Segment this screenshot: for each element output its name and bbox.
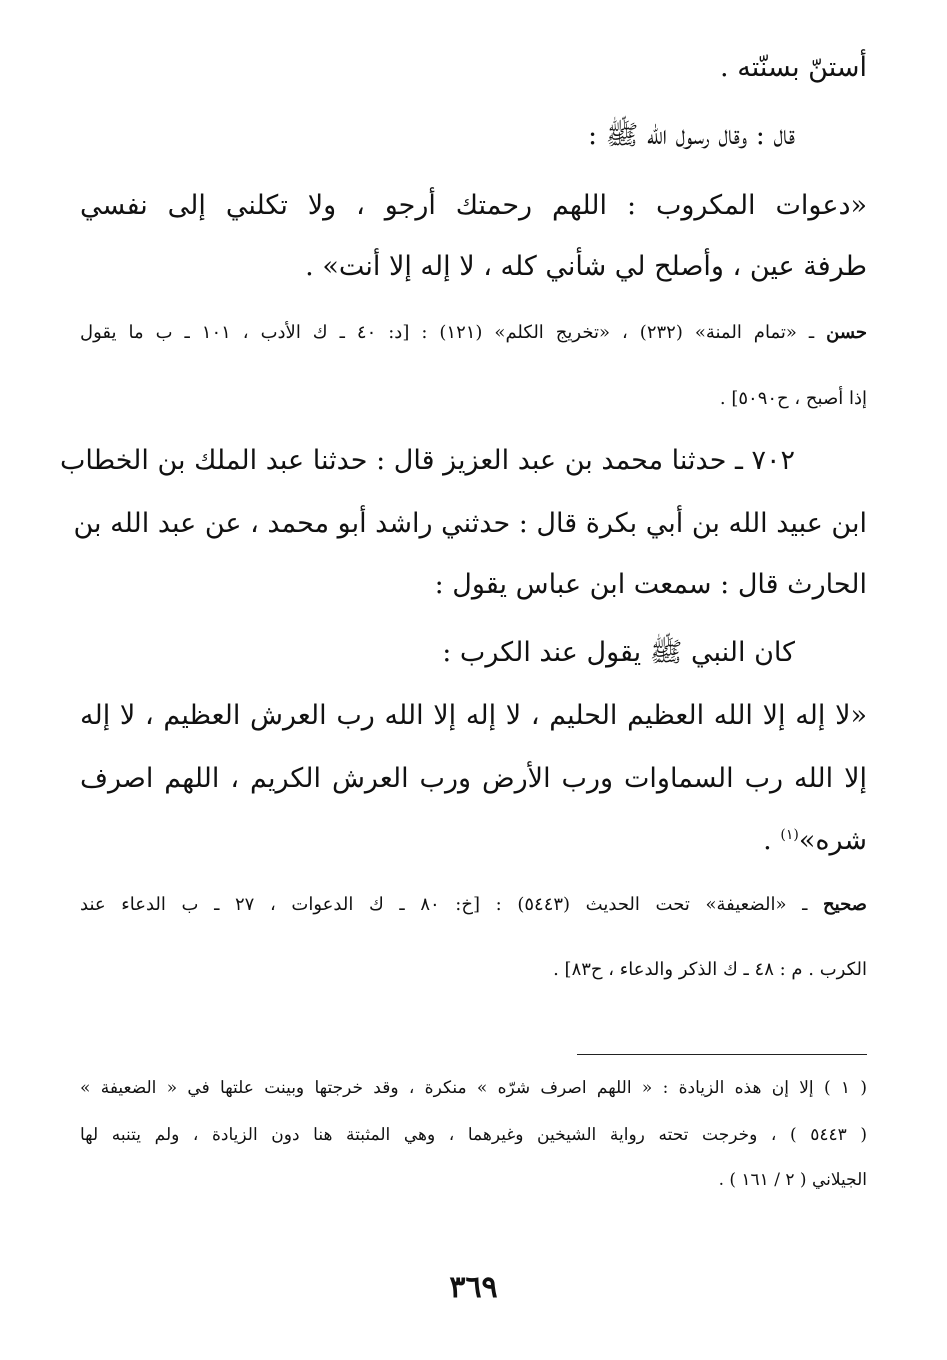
grading-line: إذا أصبح ، ح٥٠٩٠] . <box>719 388 867 409</box>
text-line: أستنّ بسنّته . <box>720 52 867 83</box>
hadith-line: كان النبي ﷺ يقول عند الكرب : <box>442 637 795 668</box>
footnote-marker: (١) <box>780 827 799 843</box>
footnote-line: الجيلاني ( ٢ / ١٦١ ) . <box>718 1170 867 1190</box>
grade-label: حسن <box>826 322 868 343</box>
text-line: طرفة عين ، وأصلح لي شأني كله ، لا إله إلا أنت» . <box>305 251 867 282</box>
grading-line <box>80 890 867 920</box>
hadith-line <box>80 821 867 861</box>
footnote-line: ( ١ ) إلا إن هذه الزيادة : « اللهم اصرف شرّه » منكرة ، وقد خرجتها وبينت علتها في « الضعيفة » <box>80 1078 867 1098</box>
grading-line: الكرب . م : ٤٨ ـ ك الذكر والدعاء ، ح٨٣] . <box>553 959 867 980</box>
page <box>59 0 868 1360</box>
page-number: ٣٦٩ <box>449 1270 498 1305</box>
grade-label: صحيح <box>823 894 867 915</box>
hadith-line: ابن عبيد الله بن أبي بكرة قال : حدثني راشد أبو محمد ، عن عبد الله بن <box>73 508 867 539</box>
hadith-line: الحارث قال : سمعت ابن عباس يقول : <box>434 569 867 600</box>
footnote-divider <box>577 1054 867 1055</box>
hadith-text: شره» <box>798 825 867 856</box>
hadith-line: ٧٠٢ ـ حدثنا محمد بن عبد العزيز قال : حدثنا عبد الملك بن الخطاب <box>59 445 795 476</box>
grading-line <box>80 318 867 348</box>
text-line: «دعوات المكروب : اللهم رحمتك أرجو ، ولا تكلني إلى نفسي <box>80 190 867 221</box>
hadith-line: إلا الله رب السماوات ورب الأرض ورب العرش الكريم ، اللهم اصرف <box>80 763 867 794</box>
footnote-line: ( ٥٤٤٣ ) ، وخرجت تحته رواية الشيخين وغيرهما ، وهي المثبتة هنا دون الزيادة ، ولم يتنبه لها <box>80 1125 867 1145</box>
hadith-line: «لا إله إلا الله العظيم الحليم ، لا إله إلا الله رب العرش العظيم ، لا إله <box>80 700 867 731</box>
grade-text: ـ «تمام المنة» (٢٣٢) ، «تخريج الكلم» (١٢١) : [د: ٤٠ ـ ك الأدب ، ١٠١ ـ ب ما يقول <box>80 322 827 343</box>
text-line: قال : وقال رسول الله ﷺ : <box>588 120 795 151</box>
grade-text: ـ «الضعيفة» تحت الحديث (٥٤٤٣) : [خ: ٨٠ ـ ك الدعوات ، ٢٧ ـ ب الدعاء عند <box>80 894 824 915</box>
hadith-text: . <box>763 825 781 856</box>
